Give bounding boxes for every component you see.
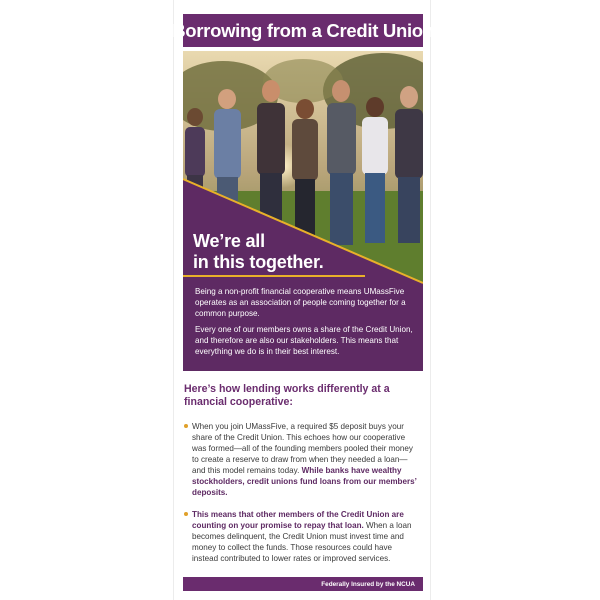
tagline-line-1: We’re all (193, 231, 265, 251)
brochure-page (172, 0, 434, 600)
gold-divider (183, 275, 365, 277)
page-title: Borrowing from a Credit Union (183, 14, 423, 47)
hero-tagline (193, 231, 324, 273)
bullet-2 (192, 509, 420, 564)
tagline-line-2: in this together. (193, 252, 324, 272)
bullet-1-text: When you join UMassFive, a required $5 deposit buys your share of the Credit Union. This echoes how our cooperative was formed—all of the founding members pooled their money to create a reserve to draw from when they needed a loan—and this model remains today. (192, 422, 413, 475)
group-photo (183, 51, 423, 371)
section-heading: Here’s how lending works differently at a financial cooperative: (184, 383, 390, 408)
hero-paragraph-2: Every one of our members owns a share of the Credit Union, and therefore are also our stakeholders. This means that everything we do is in their best interest. (195, 325, 413, 356)
hero-panel (183, 51, 423, 371)
bullet-1-bold: While banks have wealthy stockholders, credit unions fund loans from our members’ deposits. (192, 466, 417, 497)
hero-paragraph-1: Being a non-profit financial cooperative means UMassFive operates as an association of people coming together for a common purpose. (195, 287, 406, 318)
bullet-dot-icon (184, 512, 188, 516)
bullet-dot-icon (184, 424, 188, 428)
bullet-2-bold: This means that other members of the Credit Union are counting on your promise to repay that loan. (192, 510, 404, 530)
footer-bar (183, 577, 423, 591)
footer-text: Federally Insured by the NCUA (321, 580, 415, 588)
bullet-1 (192, 421, 420, 498)
bullet-2-text: When a loan becomes delinquent, the Credit Union must invest time and money to collect the funds. Those resources could have instead contributed to lower rates or improved services. (192, 521, 412, 563)
